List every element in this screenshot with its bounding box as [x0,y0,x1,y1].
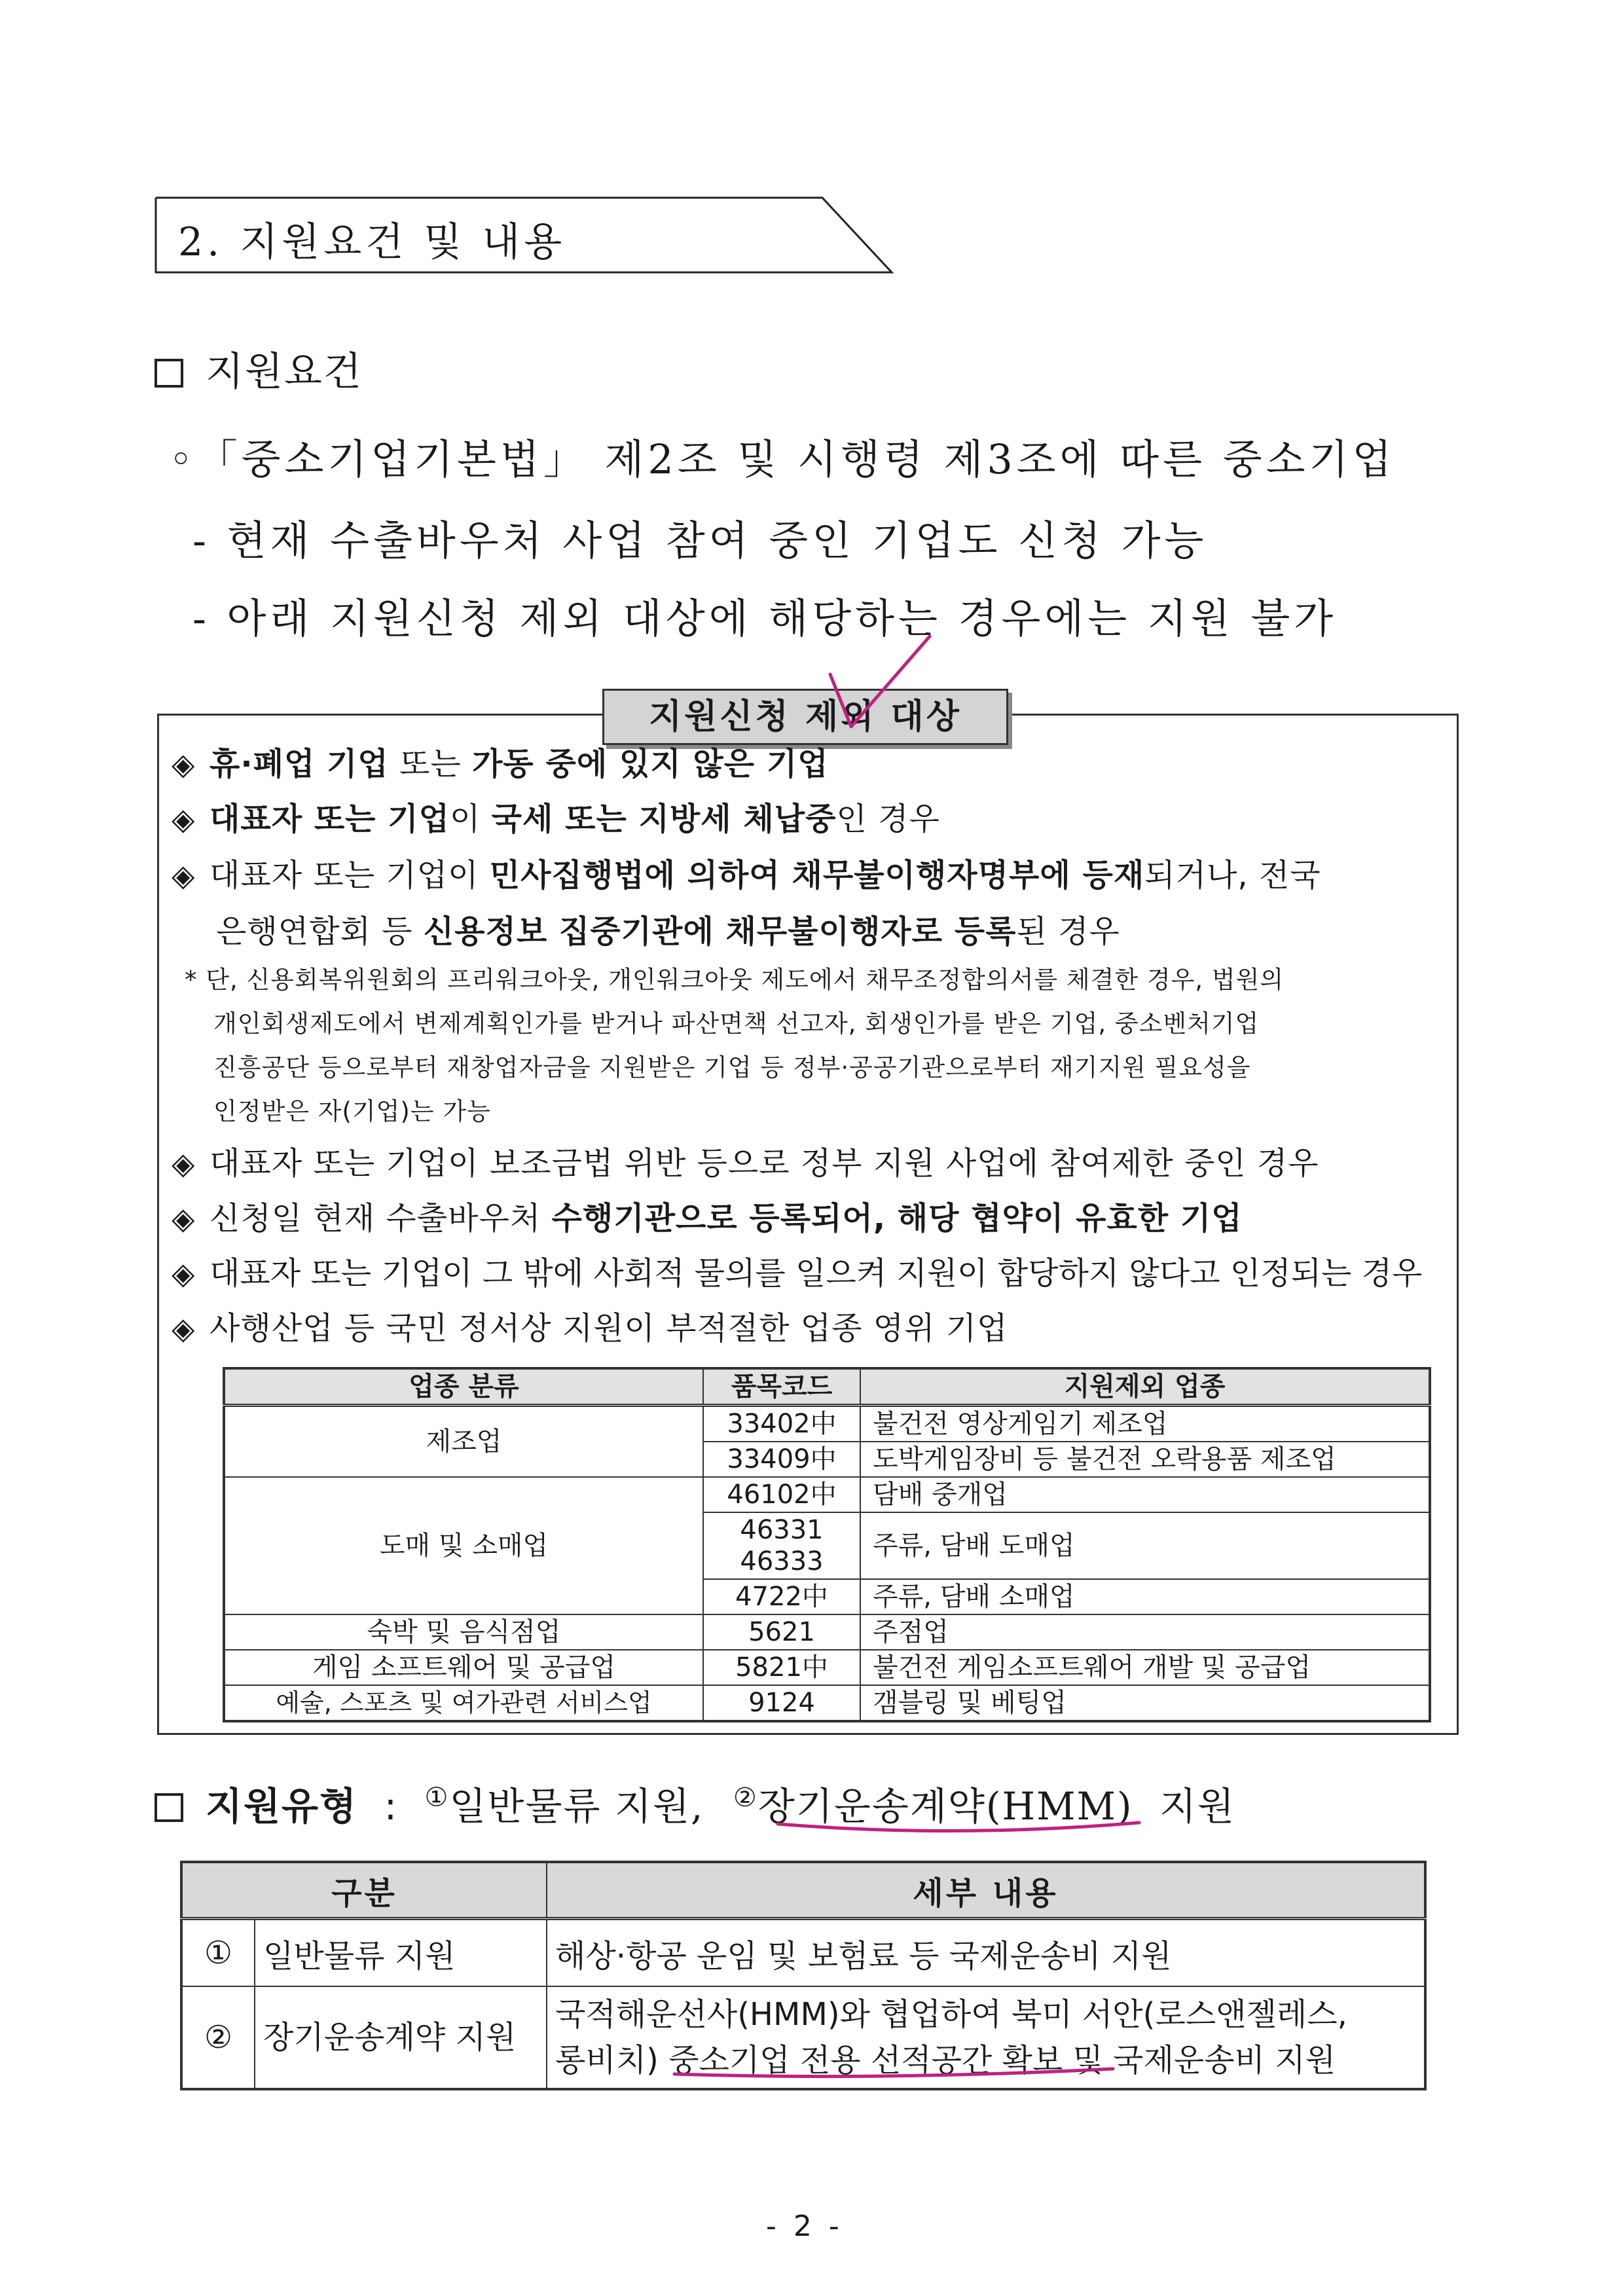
support-option-2-suffix: 지원 [1159,1784,1236,1829]
business-cell: 불건전 영상게임기 제조업 [860,1406,1430,1442]
code-cell: 33402中 [703,1406,860,1442]
header-industry-category: 업종 분류 [224,1368,703,1406]
code-value: 46331 [740,1515,824,1545]
table-row [181,1986,1425,2089]
code-cell: 46102中 [703,1477,860,1512]
checkbox-icon [155,1793,183,1822]
item3-bold-2: 신용정보 집중기관에 채무불이행자로 등록 [423,913,1017,950]
exclusion-item-default-line-2 [216,906,1120,951]
exclusion-item-speculative-industry [172,1303,1008,1348]
item4-text: 대표자 또는 기업이 보조금법 위반 등으로 정부 지원 사업에 참여제한 중인 경우 [210,1145,1319,1182]
item2-text-2: 인 경우 [836,801,940,837]
business-cell: 갬블링 및 베팅업 [860,1685,1430,1721]
heading-colon: : [384,1784,399,1829]
table-row [224,1650,1430,1685]
type-detail: 해상·항공 운임 및 보험료 등 국제운송비 지원 [547,1919,1425,1987]
header-item-code: 품목코드 [703,1368,860,1406]
business-cell: 불건전 게임소프트웨어 개발 및 공급업 [860,1650,1430,1685]
exclusion-item-subsidy-violation [172,1138,1319,1183]
item1-bold-1: 휴·폐업 기업 [210,746,389,782]
detail-line-2a: 롱비치) [555,2042,669,2079]
category-cell: 예술, 스포츠 및 여가관련 서비스업 [224,1685,703,1721]
code-cell: 4722中 [703,1579,860,1614]
table-row [224,1406,1430,1442]
option-2-marker: ② [733,1782,758,1813]
support-type-table [180,1861,1427,2090]
item3-text-2: 되거나, 전국 [1144,857,1321,894]
item1-bold-2: 가동 중에 있지 않은 기업 [472,746,829,782]
business-cell: 도박게임장비 등 불건전 오락용품 제조업 [860,1442,1430,1477]
type-name: 일반물류 지원 [255,1919,547,1987]
item5-bold-1: 수행기관으로 등록되어, 해당 협약이 유효한 기업 [551,1200,1243,1237]
page-number: - 2 - [766,2210,843,2243]
row-number: ① [181,1919,255,1987]
diamond-bullet-icon: ◈ [172,858,196,893]
support-types-heading [155,1776,1235,1831]
item7-text: 사행산업 등 국민 정서상 지원이 부적절한 업종 영위 기업 [210,1310,1008,1347]
business-cell: 주류, 담배 도매업 [860,1512,1430,1579]
code-cell: 33409中 [703,1442,860,1477]
category-cell: 제조업 [224,1406,703,1478]
item3-text-3: 은행연합회 등 [216,913,424,950]
support-types-heading-text: 지원유형 [206,1784,358,1829]
table-row [181,1919,1425,1987]
exclusion-note-line-1: * 단, 신용회복위원회의 프리워크아웃, 개인워크아웃 제도에서 채무조정합의서를 체결한 경우, 법원의 [185,966,1285,994]
checkbox-icon [155,359,183,388]
header-category: 구분 [181,1862,547,1919]
diamond-bullet-icon: ◈ [172,746,196,782]
table-header-row [224,1368,1430,1406]
diamond-bullet-icon: ◈ [172,1311,196,1346]
exclusion-item-default-line-1 [172,850,1321,895]
diamond-bullet-icon: ◈ [172,1146,196,1181]
business-cell: 주점업 [860,1614,1430,1650]
code-cell: 5821中 [703,1650,860,1685]
item1-text-1: 또는 [388,746,473,782]
diamond-bullet-icon: ◈ [172,1201,196,1236]
requirement-line-2: - 현재 수출바우처 사업 참여 중인 기업도 신청 가능 [192,517,1208,564]
row-number: ② [181,1986,255,2089]
code-value: 46333 [740,1546,824,1576]
exclusion-note-line-3: 진흥공단 등으로부터 재창업자금을 지원받은 기업 등 정부·공공기관으로부터 재기지원 필요성을 [213,1053,1251,1082]
section-header [155,196,894,274]
category-cell: 게임 소프트웨어 및 공급업 [224,1650,703,1685]
requirement-line-3: - 아래 지원신청 제외 대상에 해당하는 경우에는 지원 불가 [192,594,1338,642]
table-header-row [181,1862,1425,1919]
requirements-heading-text: 지원요건 [206,349,363,395]
item3-bold-1: 민사집행법에 의하여 채무불이행자명부에 등재 [489,857,1145,894]
item6-text: 대표자 또는 기업이 그 밖에 사회적 물의를 일으켜 지원이 합당하지 않다고 인정되는 경우 [210,1255,1423,1292]
business-cell: 주류, 담배 소매업 [860,1579,1430,1614]
item2-bold-2: 국세 또는 지방세 체납중 [491,801,837,837]
detail-line-2c: 및 국제운송비 지원 [1063,2042,1336,2079]
diamond-bullet-icon: ◈ [172,801,196,837]
industry-exclusion-table [223,1367,1431,1722]
business-cell: 담배 중개업 [860,1477,1430,1512]
option-1-marker: ① [424,1782,450,1813]
code-cell: 9124 [703,1685,860,1721]
requirements-heading [155,340,363,397]
item5-text-1: 신청일 현재 수출바우처 [210,1200,552,1237]
exclusion-item-closed-business [172,738,829,784]
support-option-2: 장기운송계약(HMM) [757,1784,1133,1829]
table-row [224,1477,1430,1512]
type-name: 장기운송계약 지원 [255,1986,547,2089]
diamond-bullet-icon: ◈ [172,1256,195,1291]
code-cell [703,1512,860,1579]
header-excluded-business: 지원제외 업종 [860,1368,1430,1406]
exclusion-item-tax-arrears [172,793,940,839]
exclusion-item-social-controversy [172,1248,1422,1293]
exclusion-item-registered-agency [172,1193,1243,1238]
support-option-1: 일반물류 지원, [449,1784,704,1829]
category-cell: 도매 및 소매업 [224,1477,703,1614]
item3-text-4: 된 경우 [1016,913,1120,950]
detail-line-2 [555,2037,1416,2083]
table-row [224,1685,1430,1721]
detail-line-2b: 중소기업 전용 선적공간 확보 [668,2042,1063,2079]
category-cell: 숙박 및 음식점업 [224,1614,703,1650]
type-detail [547,1986,1425,2089]
section-title: 2. 지원요건 및 내용 [178,219,566,265]
exclusion-title: 지원신청 제외 대상 [602,689,1008,745]
item2-text-1: 이 [450,801,492,837]
requirement-line-1: ◦「중소기업기본법」 제2조 및 시행령 제3조에 따른 중소기업 [169,435,1396,483]
detail-line-1: 국적해운선사(HMM)와 협업하여 북미 서안(로스앤젤레스, [555,1996,1347,2033]
header-detail: 세부 내용 [547,1862,1425,1919]
code-cell: 5621 [703,1614,860,1650]
item2-bold-1: 대표자 또는 기업 [210,801,450,837]
exclusion-note-line-4: 인정받은 자(기업)는 가능 [213,1097,491,1125]
item3-text-1: 대표자 또는 기업이 [210,857,490,894]
table-row [224,1614,1430,1650]
exclusion-note-line-2: 개인회생제도에서 변제계획인가를 받거나 파산면책 선고자, 회생인가를 받은 기업, 중소벤처기업 [213,1010,1260,1038]
